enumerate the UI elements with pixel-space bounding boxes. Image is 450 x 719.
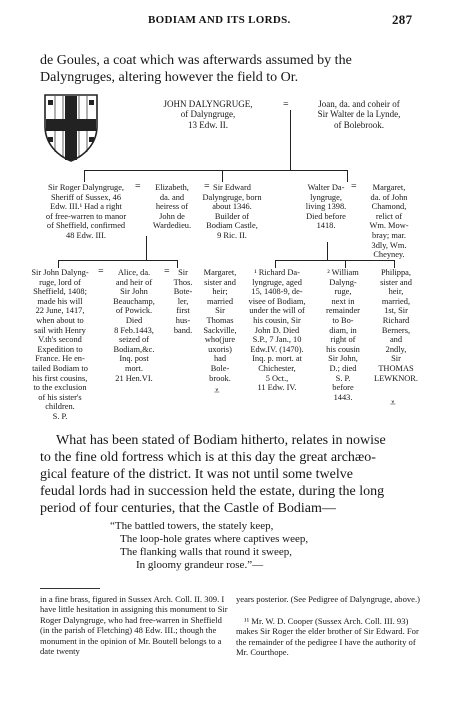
descent-line	[58, 260, 59, 268]
pedigree-william: ² William Dalyng- ruge, next in remainder to Bo- diam, in right of his cousin Sir John, D.; died S. P. before 1443.	[326, 268, 360, 402]
descent-line	[177, 260, 178, 268]
pedigree-alice: Alice, da. and heir of Sir John Beauchamp, of Powick. Died 8 Feb.1443, seized of Bodiam,&c. Inq. post mort. 21 Hen.VI.	[113, 268, 155, 383]
descent-line	[146, 236, 147, 260]
descent-line	[345, 260, 346, 268]
descent-line	[222, 170, 223, 182]
descent-arrow-icon: ⩡	[390, 398, 396, 409]
marriage-sign: =	[204, 181, 210, 192]
footnote-rule	[40, 588, 100, 589]
intro-line: de Goules, a coat which was afterwards assumed by the	[40, 53, 352, 68]
body-paragraph	[40, 432, 422, 517]
poem-quote	[110, 520, 350, 572]
footnote-right: ¹¹ Mr. W. D. Cooper (Sussex Arch. Coll. III. 93) makes Sir Roger the elder brother of Sir Edward. For the remainder of the pedigree I have the authority of Mr. Courthope.	[236, 616, 419, 658]
poem-line: In gloomy grandeur rose.”—	[136, 559, 264, 571]
pedigree-margaret-sackville: Margaret, sister and heir; married Sir Thomas Sackville, who(jure uxoris) had Bole- brook.	[203, 268, 237, 383]
pedigree-richard: ¹ Richard Da- lyngruge, aged 15, 1408-9, de- visee of Bodiam, under the will of his cousin, Sir John D. Died S.P., 7 Jan., 10 Edw.IV. (1470). Inq. p. mort. at Chichester, 5 Oct., 11 Edw. IV.	[248, 268, 306, 393]
marriage-sign: =	[98, 266, 104, 277]
descent-arrow-icon: ⩡	[214, 386, 220, 397]
sibling-bar	[58, 260, 178, 261]
pedigree-top-wife: Joan, da. and coheir of Sir Walter de la Lynde, of Bolebrook.	[317, 99, 401, 130]
intro-line: Dalyngruges, altering however the field to Or.	[40, 70, 299, 85]
pedigree-margaret-chamond: Margaret, da. of John Chamond, relict of Wm. Mow- bray; mar. 3dly, Wm. Cheyney.	[369, 183, 409, 260]
marriage-sign: =	[351, 181, 357, 192]
body-line: to the fine old fortress which is at this day the great archæo-	[40, 450, 376, 465]
descent-line	[275, 260, 276, 268]
body-line: What has been stated of Bodiam hitherto, relates in nowise	[56, 433, 386, 448]
marriage-sign: =	[135, 181, 141, 192]
coat-of-arms-shield	[42, 92, 100, 164]
marriage-sign: =	[164, 266, 170, 277]
sibling-bar	[275, 260, 395, 261]
pedigree-sir-john: Sir John Dalyng- ruge, lord of Sheffield, 1408; made his will 22 June, 1417, when about to sail with Henry V.th's second Expedition to France. He en- tailed Bodiam to his first cousins, to the exclusion of his sister's children. S. P.	[31, 268, 89, 421]
body-line: gical feature of the district. It was not until some twelve	[40, 467, 353, 482]
page-number: 287	[392, 12, 413, 27]
poem-line: The loop-hole grates where captives weep,	[120, 533, 309, 545]
pedigree-sir-edward: Sir Edward Dalyngruge, born about 1346. Builder of Bodiam Castle, 9 Ric. II.	[202, 183, 262, 240]
pedigree-philippa: Philippa, sister and heir, married, 1st, Sir Richard Berners, and 2ndly, Sir THOMAS LEWKNOR.	[374, 268, 418, 383]
pedigree-sir-thos-boteler: Sir Thos. Bote- ler, first hus- band.	[173, 268, 193, 335]
descent-line	[84, 170, 85, 182]
intro-paragraph	[40, 52, 412, 86]
body-line: feudal lords had in succession held the estate, during the long	[40, 484, 385, 499]
poem-line: The flanking walls that round it sweep,	[120, 546, 292, 558]
pedigree-elizabeth: Elizabeth, da. and heiress of John de Wardedieu.	[152, 183, 192, 231]
descent-line	[290, 110, 291, 170]
footnote-left: in a fine brass, figured in Sussex Arch. Coll. II. 309. I have little hesitation in assigning this monument to Sir Roger Dalyngruge, who had free-warren in Sheffield (in the parish of Fletching) 48 Edw. III.; though the monument in the opinion of Mr. Boutell belongs to a date twenty	[40, 594, 228, 657]
descent-line	[394, 260, 395, 268]
body-line: period of four centuries, that the Castle of Bodiam—	[40, 501, 336, 516]
sibling-bar	[84, 170, 348, 171]
pedigree-walter: Walter Da- lyngruge, living 1398. Died before 1418.	[305, 183, 347, 231]
pedigree-top-husband: JOHN DALYNGRUGE, of Dalyngruge, 13 Edw. II.	[163, 99, 253, 130]
running-title: BODIAM AND ITS LORDS.	[148, 14, 291, 26]
poem-line: “The battled towers, the stately keep,	[110, 520, 274, 532]
descent-line	[347, 170, 348, 182]
footnote-right-continuation: years posterior. (See Pedigree of Dalyngruge, above.)	[236, 594, 420, 604]
marriage-sign: =	[283, 99, 289, 110]
pedigree-sir-roger: Sir Roger Dalyngruge, Sheriff of Sussex, 46 Edw. III.¹ Had a right of free-warren to manor of Sheffield, confirmed 48 Edw. III.	[45, 183, 127, 240]
descent-line	[327, 242, 328, 260]
